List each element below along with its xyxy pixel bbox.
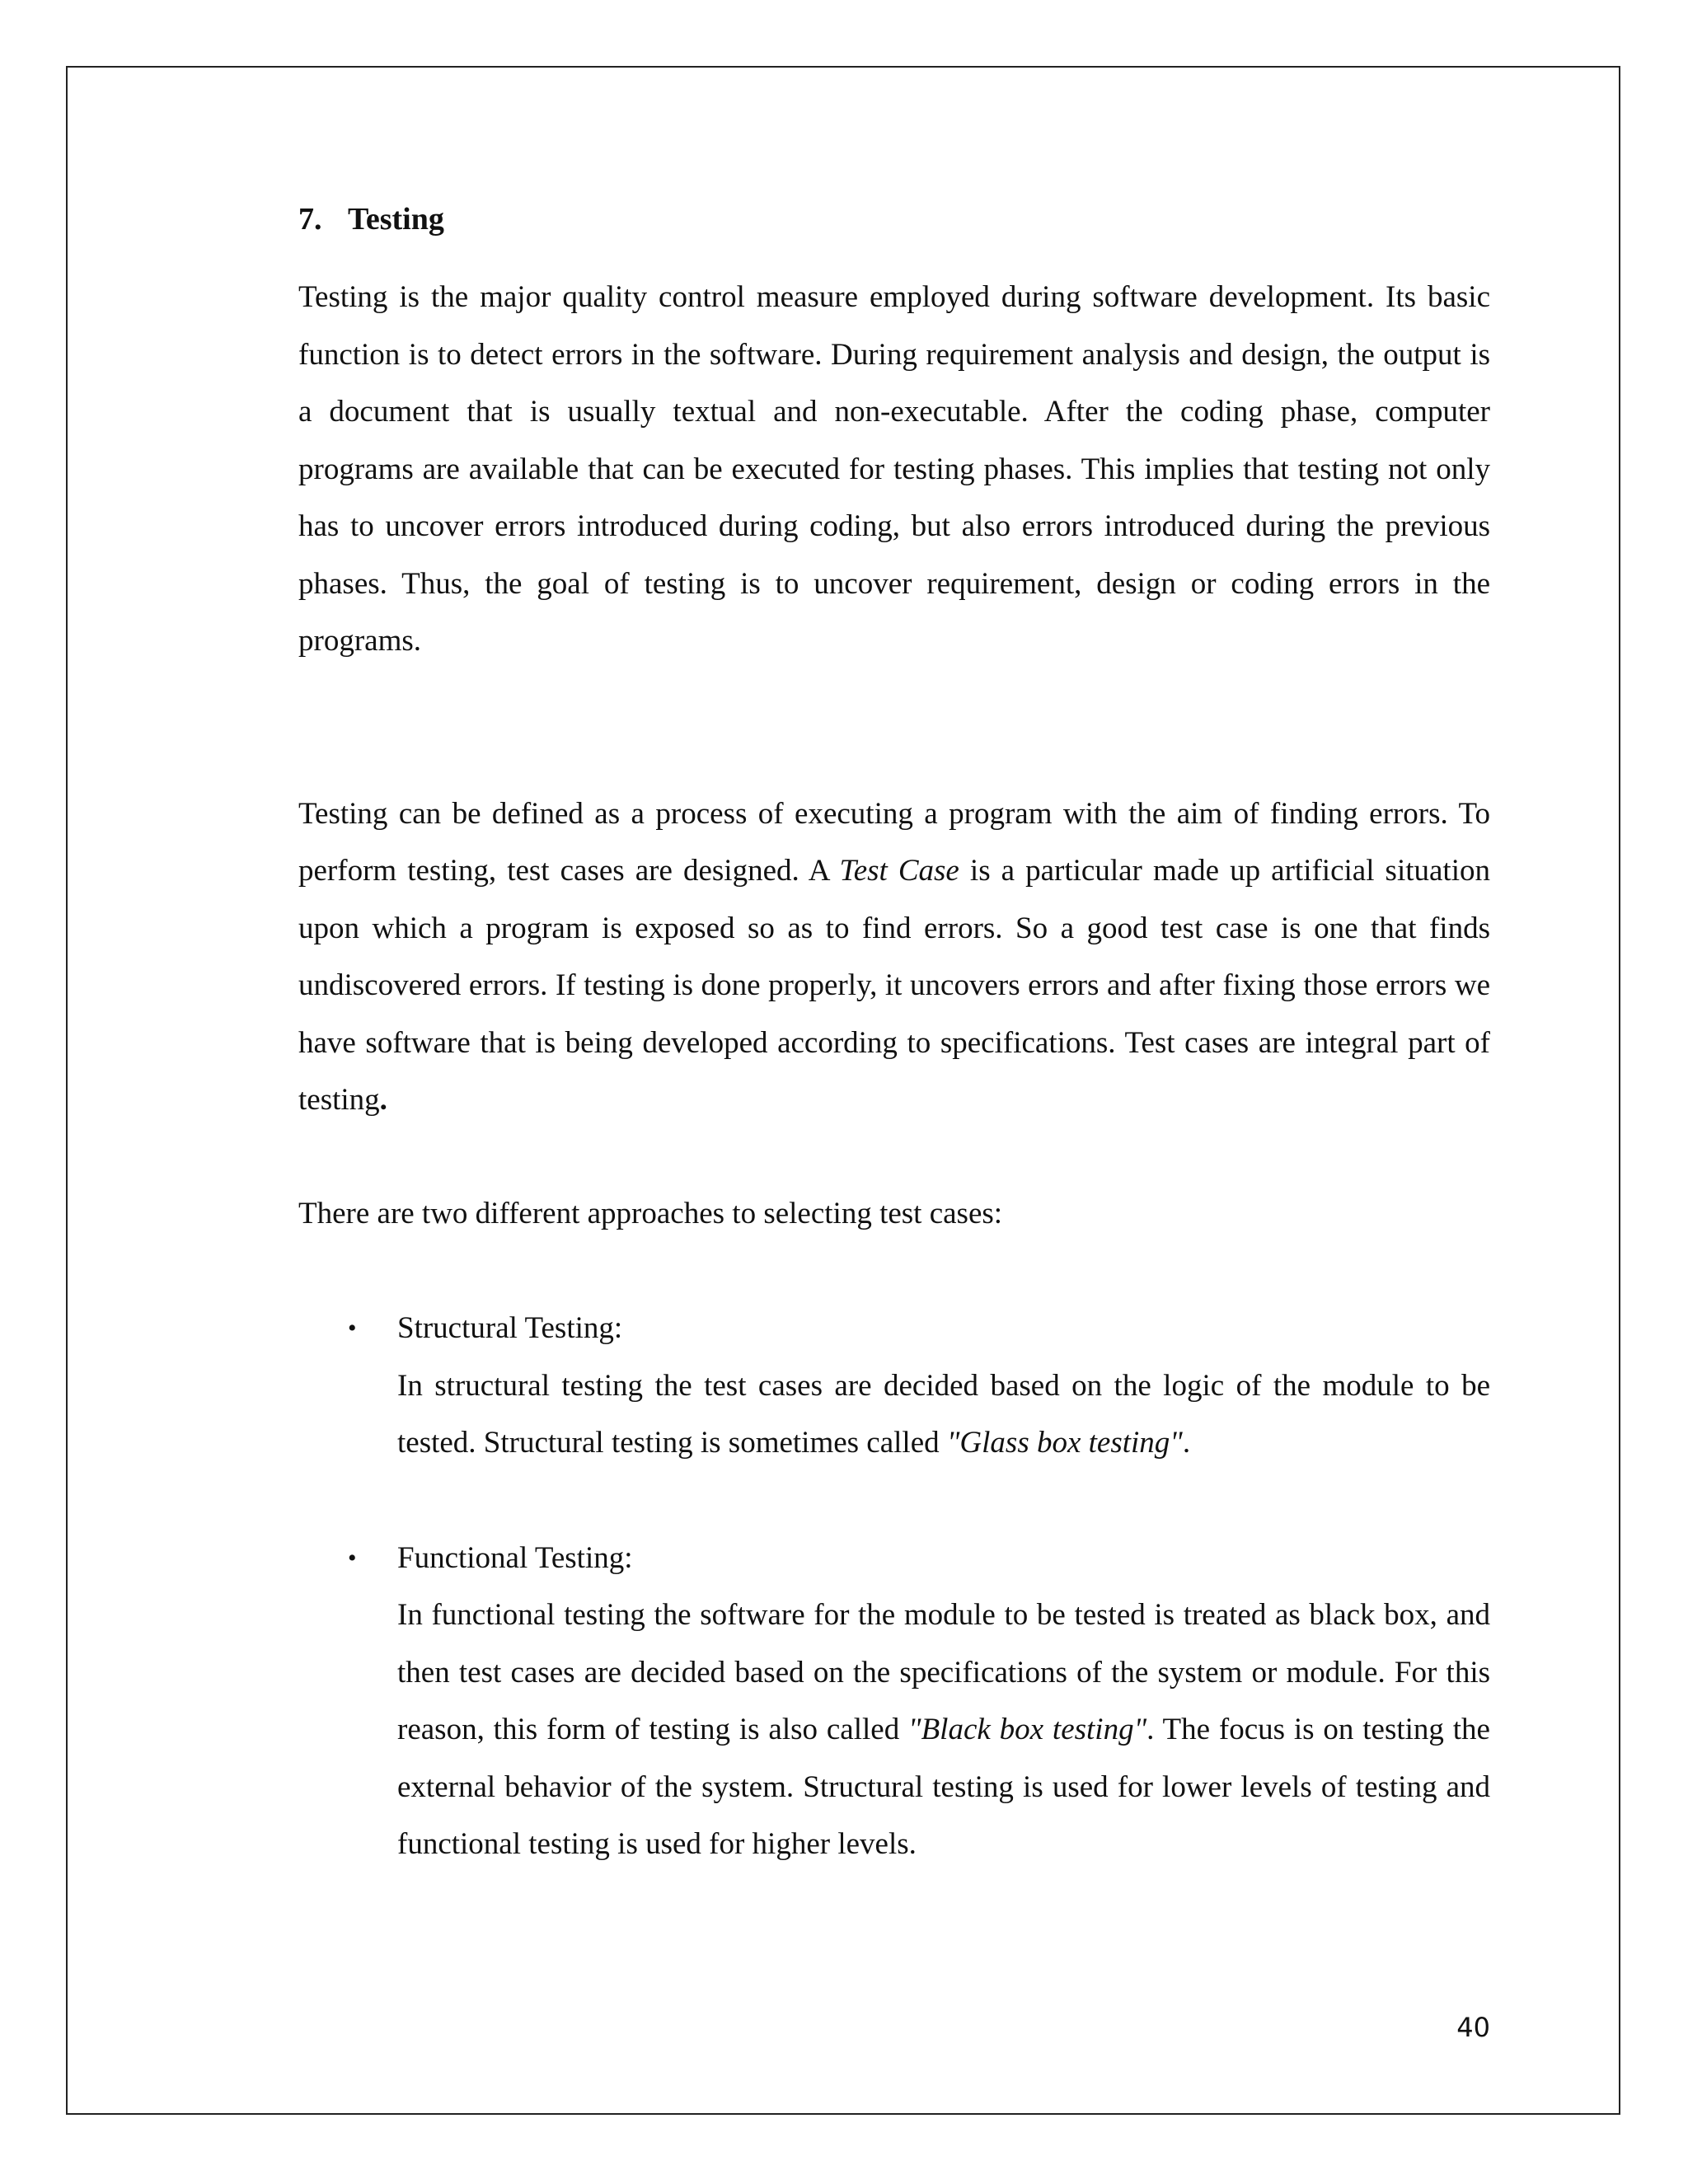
section-number: 7. <box>298 202 322 237</box>
paragraph-approaches-intro: There are two different approaches to selecting test cases: <box>298 1196 1003 1230</box>
paragraph-test-cases <box>298 785 1490 1129</box>
test-case-term: Test Case <box>839 854 959 888</box>
page-number: 40 <box>1456 2012 1490 2043</box>
list-item-description <box>397 1586 1490 1873</box>
bullet-icon: • <box>348 1315 357 1342</box>
document-body <box>298 194 1490 1873</box>
bullet-icon: • <box>348 1544 357 1572</box>
paragraph-testing-intro: Testing is the major quality control measure employed during software development. Its basic function is to detect errors in the software. During requirement analysis and design, the output is a document that is usually textual and non-executable. After the coding phase, computer programs are available that can be executed for testing phases. This implies that testing not only has to uncover errors introduced during coding, but also errors introduced during the previous phases. Thus, the goal of testing is to uncover requirement, design or coding errors in the programs. <box>298 280 1490 658</box>
glass-box-term: "Glass box testing" <box>946 1426 1183 1460</box>
description-text: . The focus is on testing the external behavior of the system. Structural testing is used for lower levels of testing and functional testing is used for higher levels. <box>397 1713 1490 1861</box>
description-text: In functional testing the software for the module to be tested is treated as black box, and then test cases are decided based on the specifications of the system or module. For this reason, this form of testing is also called <box>397 1598 1490 1746</box>
list-item-structural-testing <box>298 1300 1490 1472</box>
section-title: Testing <box>348 202 444 237</box>
section-heading <box>298 194 1490 244</box>
description-text: . <box>1182 1426 1191 1460</box>
spacer <box>298 1242 1490 1300</box>
list-item-title: Functional Testing: <box>397 1540 633 1575</box>
paragraph-text: Testing can be defined as a process of executing a program with the aim of finding errors. To perform testing, test cases are designed. A <box>298 796 1490 888</box>
black-box-term: "Black box testing" <box>908 1713 1147 1746</box>
list-item-description <box>397 1357 1490 1472</box>
list-item-title: Structural Testing: <box>397 1311 623 1345</box>
spacer <box>298 1129 1490 1185</box>
spacer <box>298 670 1490 785</box>
description-text: In structural testing the test cases are decided based on the logic of the module to be tested. Structural testing is sometimes called <box>397 1368 1490 1460</box>
list-item-functional-testing <box>298 1530 1490 1873</box>
spacer <box>298 1472 1490 1530</box>
paragraph-text: is a particular made up artificial situation upon which a program is exposed so as to find errors. So a good test case is one that finds undiscovered errors. If testing is done properly, it uncovers errors and after fixing those errors we have software that is being developed according to specifications. Test cases are integral part of testing <box>298 854 1490 1117</box>
paragraph-end-mark: . <box>379 1083 387 1117</box>
